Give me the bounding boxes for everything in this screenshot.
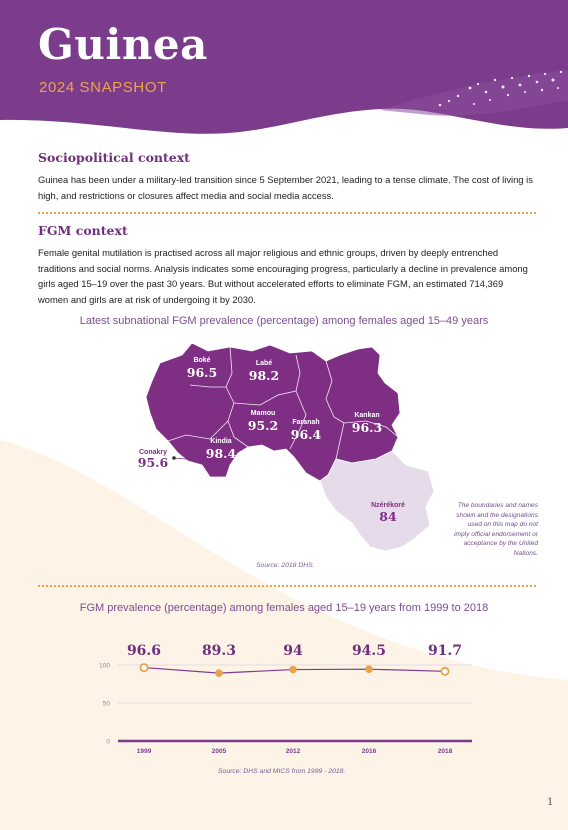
map-disclaimer: The boundaries and names shown and the designations used on this map do not imply official endorsement or acceptance by the United Nations. xyxy=(454,502,538,557)
x-tick-label: 2012 xyxy=(285,748,301,755)
region-label-nzerekore: Nzérékoré xyxy=(371,502,405,509)
fgm-context-text: Female genital mutilation is practised across all major religious and ethnic groups, driven by deeply entrenched traditions and social norms. Analysis indicates some encouraging progress, particularly a decline in prevalence among girls aged 15–19 over the past 30 years. But without accelerated efforts to eliminate FGM, an estimated 714,369 women and girls are at risk of undergoing it by 2030. xyxy=(38,247,528,305)
prevalence-line-chart xyxy=(90,635,480,760)
region-label-kindia: Kindia xyxy=(210,438,232,445)
region-value-nzerekore: 84 xyxy=(379,509,397,524)
map-title: Latest subnational FGM prevalence (percentage) among females aged 15–49 years xyxy=(79,315,489,327)
section-divider xyxy=(38,585,536,587)
chart-title: FGM prevalence (percentage) among females aged 15–19 years from 1999 to 2018 xyxy=(79,602,489,614)
y-tick-label: 0 xyxy=(106,738,110,746)
x-tick-label: 2016 xyxy=(361,748,377,755)
conakry-marker xyxy=(172,456,176,460)
x-tick-label: 2018 xyxy=(437,748,453,755)
data-value-label: 91.7 xyxy=(427,643,463,659)
region-value-kindia: 98.4 xyxy=(205,446,237,461)
data-point xyxy=(365,666,372,673)
data-value-label: 94.5 xyxy=(351,643,387,659)
x-tick-label: 2005 xyxy=(211,748,227,755)
region-value-boke: 96.5 xyxy=(186,365,218,380)
section-divider xyxy=(38,212,536,214)
data-point xyxy=(215,670,222,677)
data-value-label: 96.6 xyxy=(126,643,162,659)
region-value-kankan: 96.3 xyxy=(351,420,383,435)
y-tick-label: 50 xyxy=(102,700,110,708)
map-region-nzerekore xyxy=(320,451,434,551)
y-tick-label: 100 xyxy=(99,662,110,670)
data-point xyxy=(441,668,448,675)
page-title: Guinea xyxy=(38,20,208,69)
region-label-labe: Labé xyxy=(255,360,273,367)
page-number: 1 xyxy=(547,797,554,808)
region-label-mamou: Mamou xyxy=(250,410,276,417)
sociopolitical-text: Guinea has been under a military-led transition since 5 September 2021, leading to a tense climate. The cost of living is high, and restrictions or closures affect media and social media access. xyxy=(38,174,533,201)
page-subtitle: 2024 SNAPSHOT xyxy=(39,79,167,96)
region-label-kankan: Kankan xyxy=(354,412,380,419)
region-label-boke: Boké xyxy=(193,357,211,364)
data-point xyxy=(140,664,147,671)
data-value-label: 89.3 xyxy=(201,643,237,659)
region-value-conakry: 95.6 xyxy=(137,455,169,470)
x-tick-label: 1999 xyxy=(136,748,152,755)
sociopolitical-heading: Sociopolitical context xyxy=(38,150,190,165)
chart-source: Source: DHS and MICS from 1999 - 2018. xyxy=(218,768,346,775)
map-source: Source: 2018 DHS. xyxy=(256,562,315,569)
data-point xyxy=(289,666,296,673)
data-value-label: 94 xyxy=(283,643,303,659)
region-value-labe: 98.2 xyxy=(248,368,280,383)
region-value-mamou: 95.2 xyxy=(247,418,279,433)
guinea-prevalence-map xyxy=(130,325,450,575)
region-label-conakry: Conakry xyxy=(138,449,168,456)
fgm-context-heading: FGM context xyxy=(38,223,128,238)
region-label-faranah: Faranah xyxy=(292,419,320,426)
region-value-faranah: 96.4 xyxy=(290,427,322,442)
